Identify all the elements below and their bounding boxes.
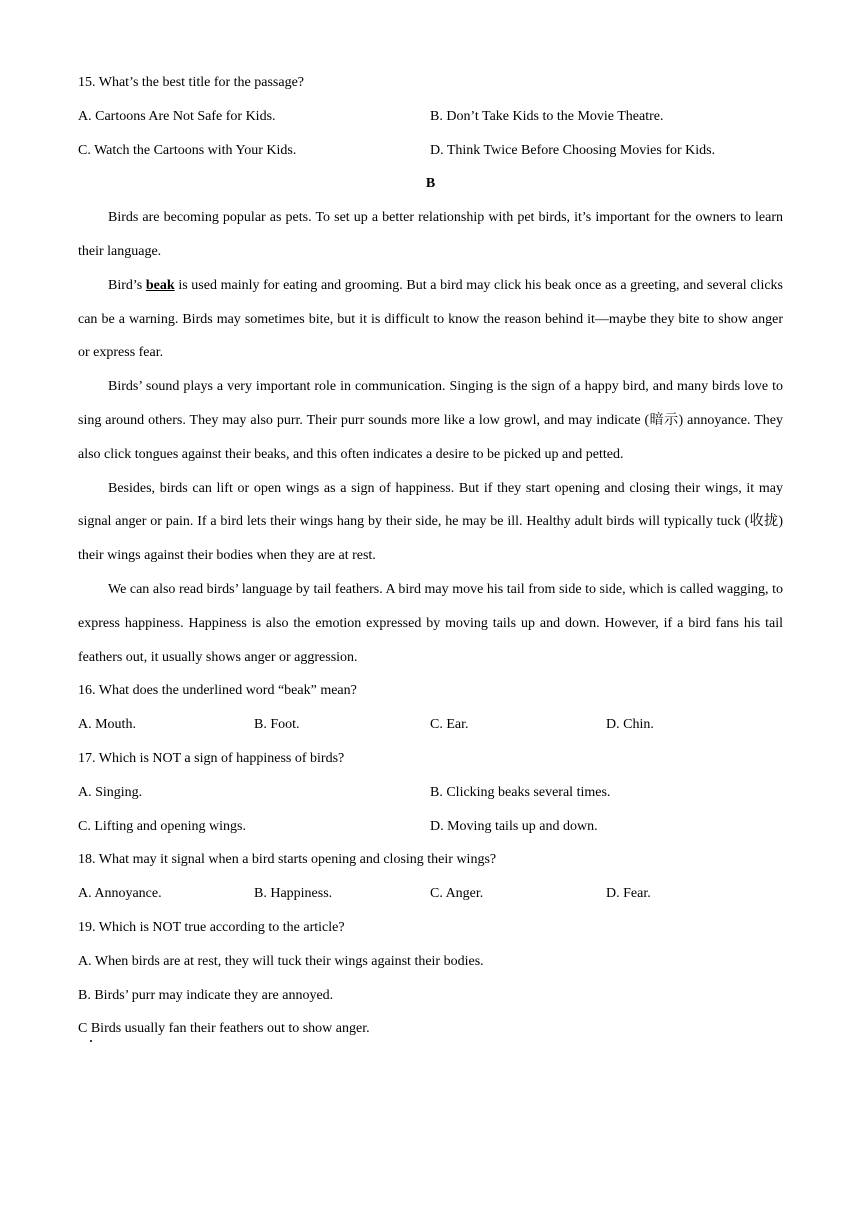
option-15-d: D. Think Twice Before Choosing Movies for Kids. (430, 142, 716, 158)
option-18-b: B. Happiness. (254, 886, 333, 902)
paragraph-2 (78, 269, 783, 370)
option-15-c: C. Watch the Cartoons with Your Kids. (78, 142, 297, 158)
option-16-a: A. Mouth. (78, 717, 136, 733)
question-16-options (78, 708, 783, 742)
option-19-c-row (78, 1012, 783, 1046)
option-16-c: C. Ear. (430, 717, 469, 733)
option-18-a: A. Annoyance. (78, 886, 162, 902)
paragraph-1: Birds are becoming popular as pets. To set up a better relationship with pet birds, it’s important for the owners to learn their language. (78, 210, 783, 259)
option-17-a: A. Singing. (78, 784, 143, 800)
option-19-b: B. Birds’ purr may indicate they are annoyed. (78, 987, 334, 1003)
paragraph-2-rest: is used mainly for eating and grooming. But a bird may click his beak once as a greeting, and several clicks can be a warning. Birds may sometimes bite, but it is difficult to know the reason behind it—maybe they bite to show anger or express fear. (78, 277, 783, 361)
paragraph-4: Besides, birds can lift or open wings as a sign of happiness. But if they start opening and closing their wings, it may signal anger or pain. If a bird lets their wings hang by their side, he may be ill. Healthy adult birds will typically tuck (收拢) their wings against their bodies when they are at rest. (78, 480, 783, 564)
question-18-options (78, 877, 783, 911)
question-17-options-row-1 (78, 776, 783, 810)
option-17-b: B. Clicking beaks several times. (430, 784, 611, 800)
stray-dot-mark (90, 1040, 92, 1042)
question-15-options-row-1 (78, 100, 783, 134)
option-16-d: D. Chin. (606, 717, 654, 733)
option-17-c: C. Lifting and opening wings. (78, 818, 246, 834)
option-17-d: D. Moving tails up and down. (430, 818, 598, 834)
option-18-d: D. Fear. (606, 886, 651, 902)
paragraph-2-start: Bird’s (108, 277, 146, 293)
option-19-a: A. When birds are at rest, they will tuck their wings against their bodies. (78, 953, 484, 969)
option-15-b: B. Don’t Take Kids to the Movie Theatre. (430, 108, 664, 124)
question-17-options-row-2 (78, 810, 783, 844)
question-19: 19. Which is NOT true according to the article? (78, 919, 345, 935)
option-15-a: A. Cartoons Are Not Safe for Kids. (78, 108, 276, 124)
document-page (78, 66, 783, 1046)
paragraph-5: We can also read birds’ language by tail feathers. A bird may move his tail from side to side, which is called wagging, to express happiness. Happiness is also the emotion expressed by moving tails up and down. However, if a bird fans his tail feathers out, it usually shows anger or aggression. (78, 581, 783, 665)
section-title: B (425, 176, 436, 192)
question-16: 16. What does the underlined word “beak” mean? (78, 683, 357, 699)
option-19-c: C Birds usually fan their feathers out to show anger. (78, 1021, 370, 1037)
option-16-b: B. Foot. (254, 717, 300, 733)
question-15-options-row-2 (78, 134, 783, 168)
paragraph-3: Birds’ sound plays a very important role in communication. Singing is the sign of a happy bird, and many birds love to sing around others. They may also purr. Their purr sounds more like a low growl, and may indicate (暗示) annoyance. They also click tongues against their beaks, and this often indicates a desire to be picked up and petted. (78, 379, 783, 462)
question-18: 18. What may it signal when a bird starts opening and closing their wings? (78, 852, 497, 868)
option-18-c: C. Anger. (430, 886, 484, 902)
question-15: 15. What’s the best title for the passage? (78, 75, 305, 90)
underlined-word-beak: beak (145, 277, 175, 293)
question-17: 17. Which is NOT a sign of happiness of birds? (78, 750, 345, 766)
